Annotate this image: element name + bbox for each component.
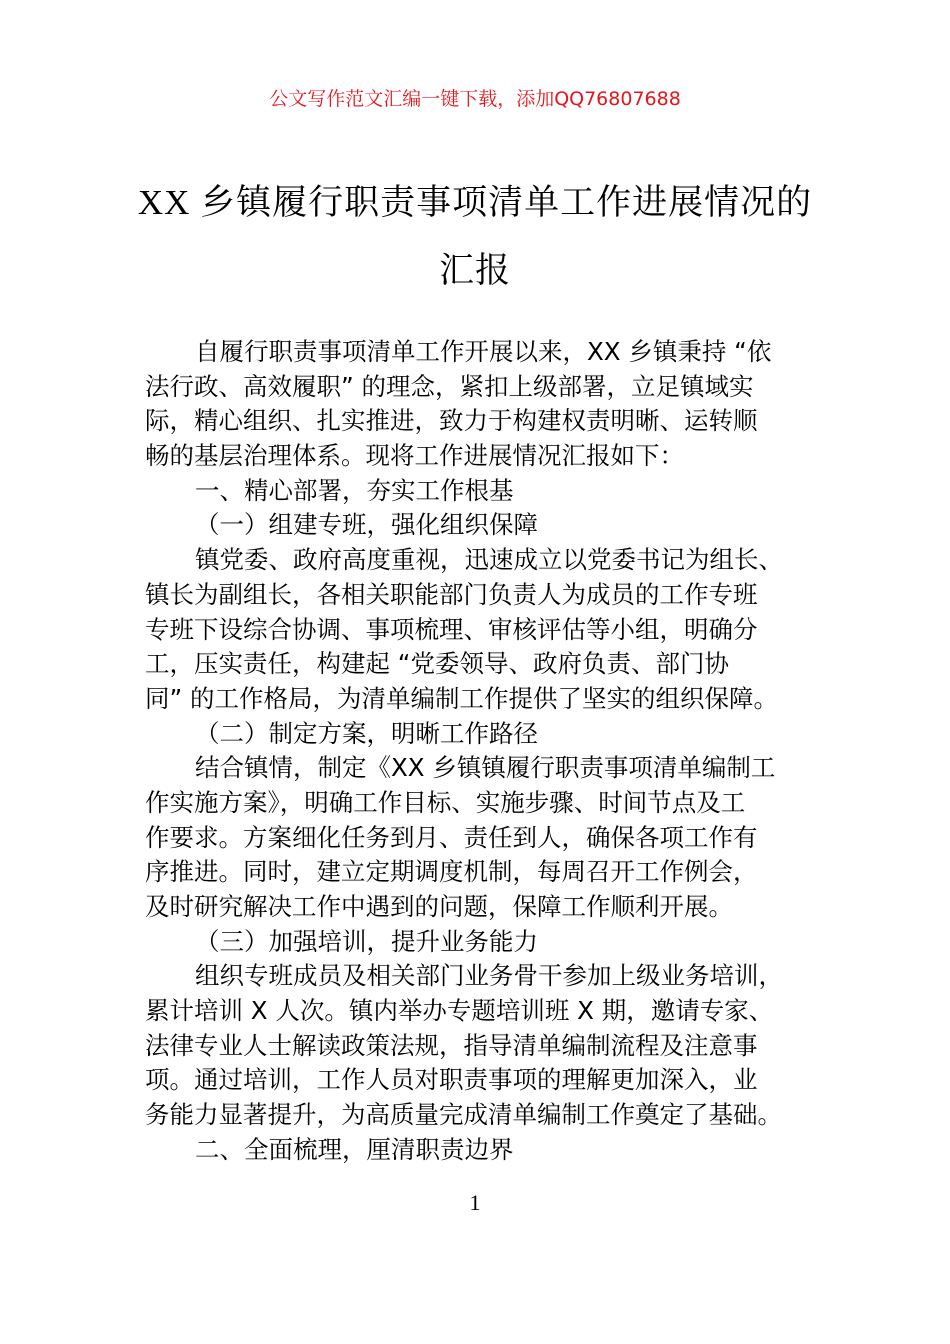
paragraph-line: 务能力显著提升，为高质量完成清单编制工作奠定了基础。 <box>145 1100 782 1130</box>
document-title-line-2: 汇报 <box>438 251 511 290</box>
intro-paragraph-line: 自履行职责事项清单工作开展以来，XX 乡镇秉持 “依 <box>195 337 772 366</box>
subsection-heading-1-2: （二）制定方案，明晰工作路径 <box>195 718 538 748</box>
intro-paragraph-line: 际，精心组织、扎实推进，致力于构建权责明晰、运转顺 <box>145 406 758 436</box>
paragraph-line: 组织专班成员及相关部门业务骨干参加上级业务培训， <box>195 961 783 991</box>
download-banner: 公文写作范文汇编一键下载，添加QQ76807688 <box>269 88 681 110</box>
paragraph-line: 镇长为副组长，各相关职能部门负责人为成员的工作专班 <box>145 579 758 609</box>
paragraph-line: 结合镇情，制定《XX 乡镇镇履行职责事项清单编制工 <box>195 753 776 783</box>
paragraph-line: 序推进。同时，建立定期调度机制，每周召开工作例会， <box>145 857 758 887</box>
intro-paragraph-line: 畅的基层治理体系。现将工作进展情况汇报如下： <box>145 441 684 471</box>
subsection-heading-1-1: （一）组建专班，强化组织保障 <box>195 510 538 540</box>
paragraph-line: 专班下设综合协调、事项梳理、审核评估等小组，明确分 <box>145 614 758 644</box>
page-number: 1 <box>469 1190 481 1215</box>
subsection-heading-1-3: （三）加强培训，提升业务能力 <box>195 926 538 956</box>
paragraph-line: 同” 的工作格局，为清单编制工作提供了坚实的组织保障。 <box>145 683 778 713</box>
paragraph-line: 作要求。方案细化任务到月、责任到人，确保各项工作有 <box>145 822 758 852</box>
intro-paragraph-line: 法行政、高效履职” 的理念，紧扣上级部署，立足镇域实 <box>145 371 754 401</box>
section-heading-1: 一、精心部署，夯实工作根基 <box>195 475 514 505</box>
document-title-line-1: XX 乡镇履行职责事项清单工作进展情况的 <box>137 183 813 222</box>
paragraph-line: 及时研究解决工作中遇到的问题，保障工作顺利开展。 <box>145 892 733 921</box>
paragraph-line: 作实施方案》，明确工作目标、实施步骤、时间节点及工 <box>145 787 746 817</box>
paragraph-line: 镇党委、政府高度重视，迅速成立以党委书记为组长、 <box>195 545 783 575</box>
paragraph-line: 法律专业人士解读政策法规，指导清单编制流程及注意事 <box>145 1030 758 1060</box>
document-body <box>145 335 825 1168</box>
paragraph-line: 工，压实责任，构建起 “党委领导、政府负责、部门协 <box>145 649 729 679</box>
paragraph-line: 项。通过培训，工作人员对职责事项的理解更加深入，业 <box>145 1065 758 1095</box>
paragraph-line: 累计培训 X 人次。镇内举办专题培训班 X 期，邀请专家、 <box>145 996 774 1026</box>
section-heading-2: 二、全面梳理，厘清职责边界 <box>195 1134 514 1164</box>
